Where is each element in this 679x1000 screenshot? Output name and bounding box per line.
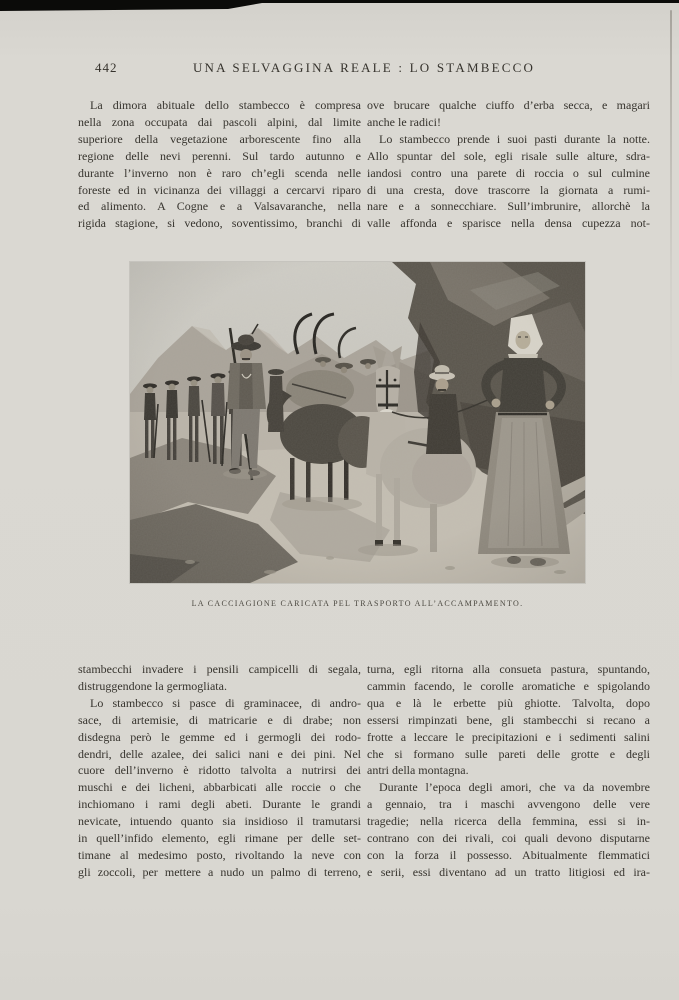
text-line: superiore della vegetazione arborescente fino alla bbox=[78, 131, 361, 146]
text-line: turna, egli ritorna alla consueta pastura, spuntando, bbox=[367, 662, 650, 676]
text-line: di una cresta, dove trascorre la giornata a rumi- bbox=[367, 182, 650, 197]
text-line: qua e là le erbette più ghiotte. Talvolta, dopo bbox=[367, 695, 650, 710]
text-line: distruggendone la germogliata. bbox=[78, 678, 227, 693]
text-line: ed alimento. A Cogne e a Valsavaranche, nella bbox=[78, 199, 361, 214]
column-right-top bbox=[367, 97, 650, 232]
text-line: con la forza il possesso. Abitualmente flemmatici bbox=[367, 847, 650, 862]
text-line: essersi rimpinzati bene, gli stambecchi si recano a bbox=[367, 712, 650, 727]
text-line: tragedie; nella ricerca della femmina, essi si in- bbox=[367, 814, 650, 829]
text-line: che si formano sulle pareti delle grotte e degli bbox=[367, 746, 650, 761]
text-line: iandosi contro una parete di roccia o sul culmine bbox=[367, 165, 650, 180]
text-line: frotte a leccare le precipitazioni e i sedimenti salini bbox=[367, 729, 650, 744]
photo-caption: LA CACCIAGIONE CARICATA PEL TRASPORTO ALL’ACCAMPAMENTO. bbox=[191, 599, 524, 608]
text-line: La dimora abituale dello stambecco è compresa bbox=[78, 98, 361, 112]
photo-cacciagione bbox=[130, 262, 585, 583]
text-line: disdegna però le gemme ed i germogli dei rodo- bbox=[78, 729, 361, 744]
text-line: Lo stambecco si pasce di graminacee, di andro- bbox=[78, 695, 361, 710]
text-line: Lo stambecco prende i suoi pasti durante la notte. bbox=[367, 131, 650, 146]
text-line: ove brucare qualche ciuffo d’erba secca, e magari bbox=[367, 98, 650, 112]
text-line: stambecchi invadere i pensili campicelli di segala, bbox=[78, 662, 361, 676]
text-line: dendri, delle azalee, dei salici nani e dei pini. Nel bbox=[78, 746, 361, 761]
page-number: 442 bbox=[95, 60, 118, 75]
page-edge-crease bbox=[670, 10, 672, 390]
text-line: durante l’inverno non è raro ch’egli scenda nelle bbox=[78, 165, 361, 180]
text-line: antri della montagna. bbox=[367, 763, 469, 778]
text-line: sace, di artemisie, di matricarie e di drabe; non bbox=[78, 712, 361, 727]
text-line: nare e a sonnecchiare. Sull’imbrunire, allorchè la bbox=[367, 199, 650, 214]
text-line: contrano con dei rivali, coi quali devono disputarne bbox=[367, 831, 650, 846]
text-line: anche le radici! bbox=[367, 114, 441, 129]
text-line: inchiomano i rami degli abeti. Durante le grandi bbox=[78, 797, 361, 812]
running-header: UNA SELVAGGINA REALE : LO STAMBECCO bbox=[192, 60, 536, 75]
column-left-top bbox=[78, 97, 361, 232]
text-line: gli zoccoli, per mettere a nudo un palmo di terreno, bbox=[78, 864, 361, 879]
text-line: rigida stagione, si vedono, soventissimo, branchi di bbox=[78, 216, 361, 231]
photo-grain bbox=[130, 262, 585, 583]
photo-illustration bbox=[130, 262, 585, 583]
text-line: nevicate, intuendo quanto sia insidioso il tramutarsi bbox=[78, 814, 361, 829]
scan-border-top bbox=[0, 0, 679, 12]
text-line: muschi e dei licheni, abbarbicati alle roccie o che bbox=[78, 780, 361, 795]
text-line: timane al medesimo posto, rivoltando la neve con bbox=[78, 847, 361, 862]
text-line: cuore dell’inverno è ridotto talvolta a nutrirsi dei bbox=[78, 763, 361, 778]
text-line: in quell’infido elemento, egli rimane per delle set- bbox=[78, 831, 361, 846]
text-line: Durante l’epoca degli amori, che va da novembre bbox=[367, 780, 650, 795]
text-line: Allo spuntar del sole, egli risale sulle alture, sdra- bbox=[367, 148, 650, 163]
text-line: e serii, essi diventano ad un tratto litigiosi ed ira- bbox=[367, 864, 650, 879]
column-left-bottom bbox=[78, 661, 361, 881]
text-line: foreste ed in vicinanza dei villaggi a cercarvi riparo bbox=[78, 182, 361, 197]
column-right-bottom bbox=[367, 661, 650, 881]
text-line: valle affonda e sparisce nella densa cupezza not- bbox=[367, 216, 650, 231]
text-line: cammin facendo, le corolle aromatiche e spigolando bbox=[367, 678, 650, 693]
text-line: a gennaio, tra i maschi avvengono delle vere bbox=[367, 797, 650, 812]
text-line: regione delle nevi perenni. Sul tardo autunno e bbox=[78, 148, 361, 163]
text-line: nella zona occupata dai pascoli alpini, dal limite bbox=[78, 114, 361, 129]
